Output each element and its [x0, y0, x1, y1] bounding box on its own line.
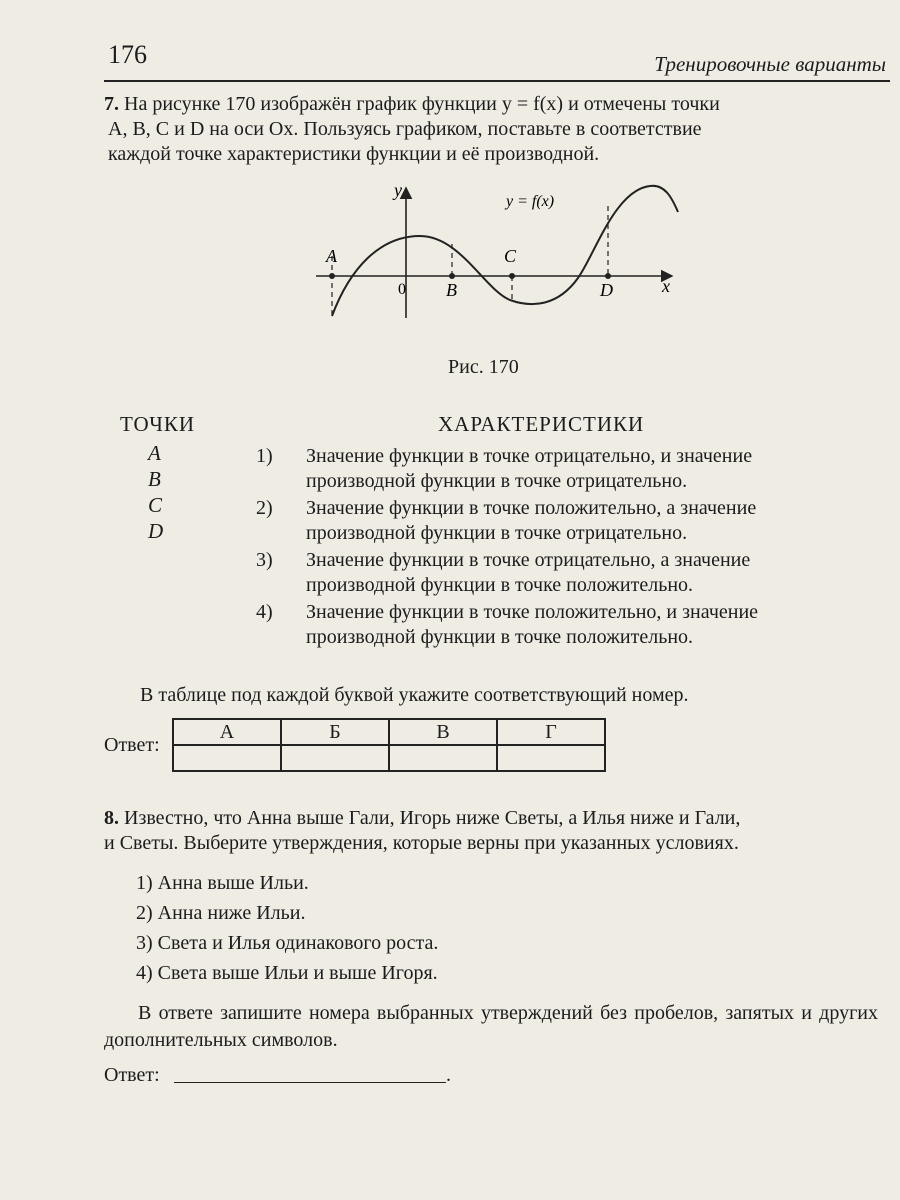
point-item: A	[148, 441, 161, 465]
task8-note: В ответе запишите номера выбранных утверждений без пробелов, запятых и других дополнительных символов.	[104, 1002, 878, 1051]
table-instruction: В таблице под каждой буквой укажите соответствующий номер.	[140, 684, 689, 706]
task8-line1: Известно, что Анна выше Гали, Игорь ниже Светы, а Илья ниже и Гали,	[124, 807, 741, 829]
task7-line1: На рисунке 170 изображён график функции y = f(x) и отмечены точки	[124, 93, 720, 115]
answer-header-b: Б	[281, 719, 389, 745]
points-list	[148, 440, 163, 544]
option-4: 4) Света выше Ильи и выше Игоря.	[136, 962, 438, 984]
answer-table	[172, 718, 606, 772]
characteristic-number: 1)	[256, 445, 273, 467]
task7-line2: A, B, C и D на оси Ox. Пользуясь графиком, поставьте в соответствие	[108, 118, 702, 140]
characteristic-text: Значение функции в точке отрицательно, и значение	[306, 445, 753, 467]
task8-line2: и Светы. Выберите утверждения, которые верны при указанных условиях.	[104, 832, 739, 854]
header-rule	[104, 80, 890, 82]
option-3: 3) Света и Илья одинакового роста.	[136, 932, 439, 954]
figure-caption: Рис. 170	[448, 356, 519, 378]
answer-line-8[interactable]	[174, 1082, 446, 1083]
task7-text	[104, 92, 888, 167]
characteristic-text: производной функции в точке отрицательно.	[306, 522, 688, 544]
characteristic-number: 3)	[256, 549, 273, 571]
characteristic-text: производной функции в точке отрицательно.	[306, 470, 688, 492]
label-d: D	[600, 280, 613, 300]
characteristics-header: ХАРАКТЕРИСТИКИ	[438, 412, 645, 436]
point-item: B	[148, 467, 161, 491]
page-number: 176	[108, 40, 147, 69]
answer-cell[interactable]	[389, 745, 497, 771]
characteristic-text: Значение функции в точке отрицательно, а значение	[306, 549, 751, 571]
function-graph	[310, 178, 690, 328]
option-2: 2) Анна ниже Ильи.	[136, 902, 306, 924]
answer-header-a: А	[173, 719, 281, 745]
answer-cell[interactable]	[497, 745, 605, 771]
label-c: C	[504, 246, 517, 266]
point-d	[605, 273, 611, 279]
answer-end: .	[446, 1064, 451, 1086]
characteristic-number: 4)	[256, 601, 273, 623]
characteristic-number: 2)	[256, 497, 273, 519]
characteristic-text: производной функции в точке положительно.	[306, 626, 694, 648]
point-c	[509, 273, 515, 279]
x-axis-label: x	[662, 276, 670, 296]
point-item: D	[148, 519, 164, 543]
task8-text	[104, 806, 888, 856]
characteristic-text: Значение функции в точке положительно, а значение	[306, 497, 757, 519]
origin-label: 0	[398, 281, 406, 298]
task7-line3: каждой точке характеристики функции и её производной.	[108, 143, 600, 165]
point-b	[449, 273, 455, 279]
label-b: B	[446, 280, 457, 300]
y-axis-label: y	[394, 180, 402, 200]
label-a: A	[326, 246, 337, 266]
answer-cell[interactable]	[173, 745, 281, 771]
task8-number: 8.	[104, 807, 119, 829]
task7-number: 7.	[104, 93, 119, 115]
point-item: C	[148, 493, 163, 517]
option-1: 1) Анна выше Ильи.	[136, 872, 309, 894]
answer-header-g: Г	[497, 719, 605, 745]
answer-cell[interactable]	[281, 745, 389, 771]
function-label: y = f(x)	[506, 193, 555, 210]
answer-label-7: Ответ:	[104, 734, 160, 756]
answer-header-v: В	[389, 719, 497, 745]
characteristic-text: Значение функции в точке положительно, и значение	[306, 601, 759, 623]
point-a	[329, 273, 335, 279]
points-header: ТОЧКИ	[120, 412, 196, 436]
section-title: Тренировочные варианты	[654, 52, 886, 76]
characteristic-text: производной функции в точке положительно.	[306, 574, 694, 596]
answer-label-8: Ответ:	[104, 1064, 160, 1086]
